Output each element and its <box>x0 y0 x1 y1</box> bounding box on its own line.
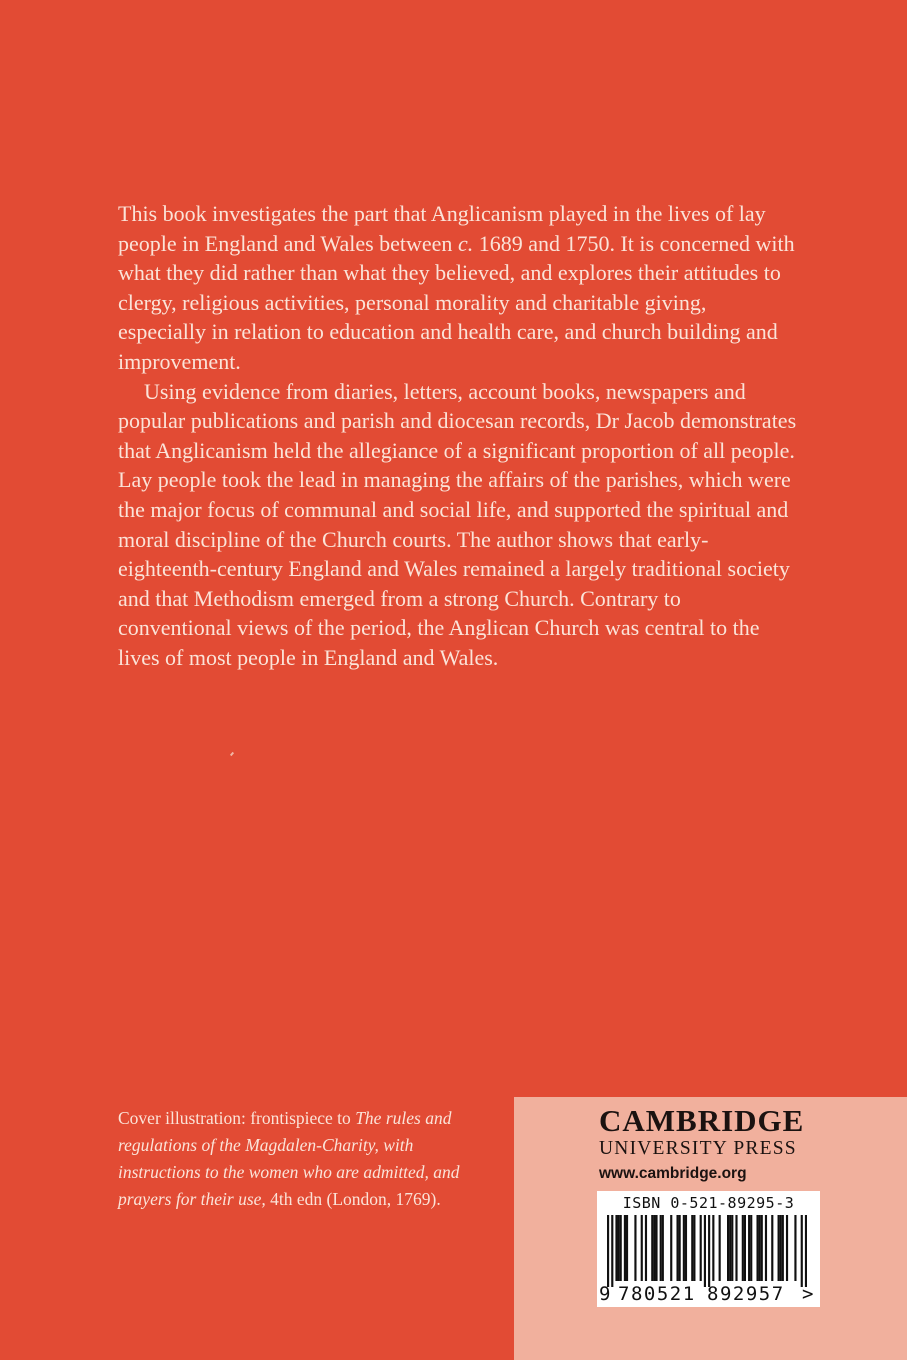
barcode-bar <box>683 1215 685 1281</box>
barcode-bar <box>727 1215 729 1281</box>
barcode-bar <box>620 1215 622 1281</box>
barcode-bar <box>805 1215 807 1287</box>
blurb-circa: c. <box>457 230 474 256</box>
barcode-bar <box>700 1215 702 1281</box>
publisher-block <box>599 1105 829 1185</box>
barcode-bar <box>771 1215 773 1281</box>
barcode-bar <box>685 1215 687 1281</box>
blurb-p1-start: This book investigates the part that Anglicanism played in the lives of lay people in England and Wales between <box>118 201 766 256</box>
blurb-p1-end: 1689 and 1750. It is concerned with what they did rather than what they believed, and explores their attitudes to clergy, religious activities, personal morality and charitable giving, especially in relation to education and health care, and church building and improvement. <box>118 230 795 374</box>
barcode-bar <box>744 1215 746 1281</box>
barcode-bar <box>679 1215 681 1281</box>
barcode-bar <box>624 1215 626 1281</box>
barcode-bar <box>759 1215 761 1281</box>
barcode-bar <box>801 1215 803 1287</box>
blurb-paragraph-2: Using evidence from diaries, letters, account books, newspapers and popular publications and parish and diocesan records, Dr Jacob demonstrates that Anglicanism held the allegiance of a significant proportion of all people. Lay people took the lead in managing the affairs of the parishes, which were the major focus of communal and social life, and supported the spiritual and moral discipline of the Church courts. The author shows that early-eighteenth-century England and Wales remained a largely traditional society and that Methodism emerged from a strong Church. Contrary to conventional views of the period, the Anglican Church was central to the lives of most people in England and Wales. <box>118 378 797 670</box>
barcode-bar <box>786 1215 788 1281</box>
barcode-bar <box>618 1215 620 1281</box>
barcode-bar <box>607 1215 609 1287</box>
barcode-bar <box>719 1215 721 1281</box>
ean-lead-digit: 9 <box>599 1283 611 1305</box>
ean-arrow: > <box>802 1283 814 1305</box>
barcode-bar <box>645 1215 647 1281</box>
back-cover-blurb <box>118 199 798 673</box>
barcode-bar <box>712 1215 714 1281</box>
barcode-bar <box>634 1215 636 1281</box>
barcode-bar <box>735 1215 737 1281</box>
barcode-bar <box>794 1215 796 1281</box>
barcode-bar <box>611 1215 613 1287</box>
barcode-bar <box>676 1215 678 1281</box>
barcode-bar <box>742 1215 744 1281</box>
barcode-bar <box>670 1215 672 1281</box>
barcode-bar <box>761 1215 763 1281</box>
credit-suffix: 4th edn (London, 1769). <box>265 1189 441 1209</box>
isbn-barcode <box>597 1191 820 1307</box>
barcode-bar <box>641 1215 643 1281</box>
barcode-bar <box>626 1215 628 1281</box>
barcode-bar <box>778 1215 780 1281</box>
stray-mark <box>230 752 234 756</box>
barcode-bar <box>693 1215 695 1281</box>
barcode-bar <box>731 1215 733 1281</box>
barcode-bar <box>782 1215 784 1281</box>
barcode-bar <box>615 1215 617 1281</box>
barcode-bar <box>780 1215 782 1281</box>
barcode-bar <box>660 1215 662 1281</box>
publisher-url: www.cambridge.org <box>599 1165 747 1182</box>
barcode-bar <box>651 1215 653 1281</box>
publisher-name: CAMBRIDGE <box>599 1103 805 1138</box>
barcode-bar <box>653 1215 655 1281</box>
barcode-bar <box>691 1215 693 1281</box>
publisher-subtitle: UNIVERSITY PRESS <box>599 1138 797 1159</box>
ean-left-group: 780521 <box>618 1283 696 1305</box>
barcode-bar <box>756 1215 758 1281</box>
isbn-number: ISBN 0-521-89295-3 <box>622 1194 795 1212</box>
barcode-bar <box>708 1215 710 1287</box>
barcode-bar <box>662 1215 664 1281</box>
barcode-bar <box>750 1215 752 1281</box>
cover-illustration-credit <box>118 1105 488 1213</box>
barcode-bar <box>748 1215 750 1281</box>
ean-right-group: 892957 <box>707 1283 785 1305</box>
blurb-paragraph-1 <box>118 199 798 377</box>
barcode-bar <box>729 1215 731 1281</box>
barcode-bar <box>655 1215 657 1281</box>
credit-prefix: Cover illustration: frontispiece to <box>118 1108 356 1128</box>
credit-title: The rules and regulations of the Magdalen-Charity, with instructions to the women who are admitted, and prayers for their use, <box>118 1108 460 1209</box>
barcode-bar <box>704 1215 706 1287</box>
barcode-bars <box>607 1215 807 1287</box>
barcode-bar <box>765 1215 767 1281</box>
